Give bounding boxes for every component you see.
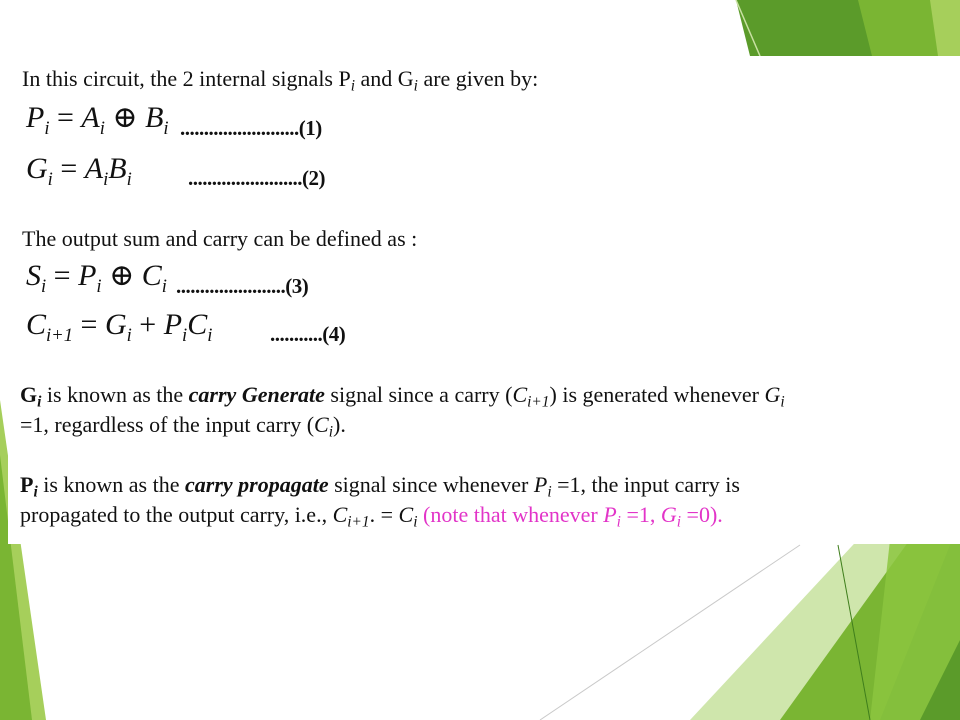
carry-propagate-term: carry propagate	[185, 472, 329, 497]
equation-3-leader: .......................(3)	[176, 274, 309, 298]
equation-2-leader: ........................(2)	[188, 166, 325, 190]
equation-4: $C_{i+1} = G_i + P_iC_i$	[26, 308, 213, 347]
intro-text: In this circuit, the 2 internal signals $P_i$ and $G_i$ are given by:	[22, 66, 539, 95]
propagate-paragraph-line-1: $P_i$ is known as the carry propagate signal since whenever $P_i =1$, the input carry is	[20, 472, 740, 501]
equation-3: $S_i = P_i$ ⊕ $C_i$	[26, 259, 167, 298]
equation-4-leader: ...........(4)	[270, 322, 346, 346]
content-panel	[8, 56, 960, 544]
generate-paragraph-line-1: $G_i$ is known as the carry Generate signal since a carry $(C_{i+1})$ is generated whenever $G_i$	[20, 382, 785, 411]
generate-paragraph-line-2: =1, regardless of the input carry $(C_i)$.	[20, 412, 346, 441]
equation-1-number: (1)	[298, 116, 322, 140]
equation-4-number: (4)	[322, 322, 346, 346]
equation-2: $G_i = A_iB_i$	[26, 152, 132, 191]
equation-3-number: (3)	[285, 274, 309, 298]
equation-2-number: (2)	[302, 166, 325, 190]
equation-1: $P_i = A_i$ ⊕ $B_i$	[26, 101, 169, 140]
propagate-note: (note that whenever $P_i =1$, $G_i =0$).	[417, 502, 723, 531]
carry-generate-term: carry Generate	[188, 382, 325, 407]
equation-1-leader: .........................(1)	[180, 116, 322, 140]
propagate-paragraph-line-2: propagated to the output carry, i.e., $C_{i+1}$. = $C_i$ (note that whenever $P_i =1$, $G_i =0$).	[20, 502, 723, 531]
output-intro-text: The output sum and carry can be defined as :	[22, 226, 418, 251]
top-right-green-accent	[736, 0, 960, 56]
